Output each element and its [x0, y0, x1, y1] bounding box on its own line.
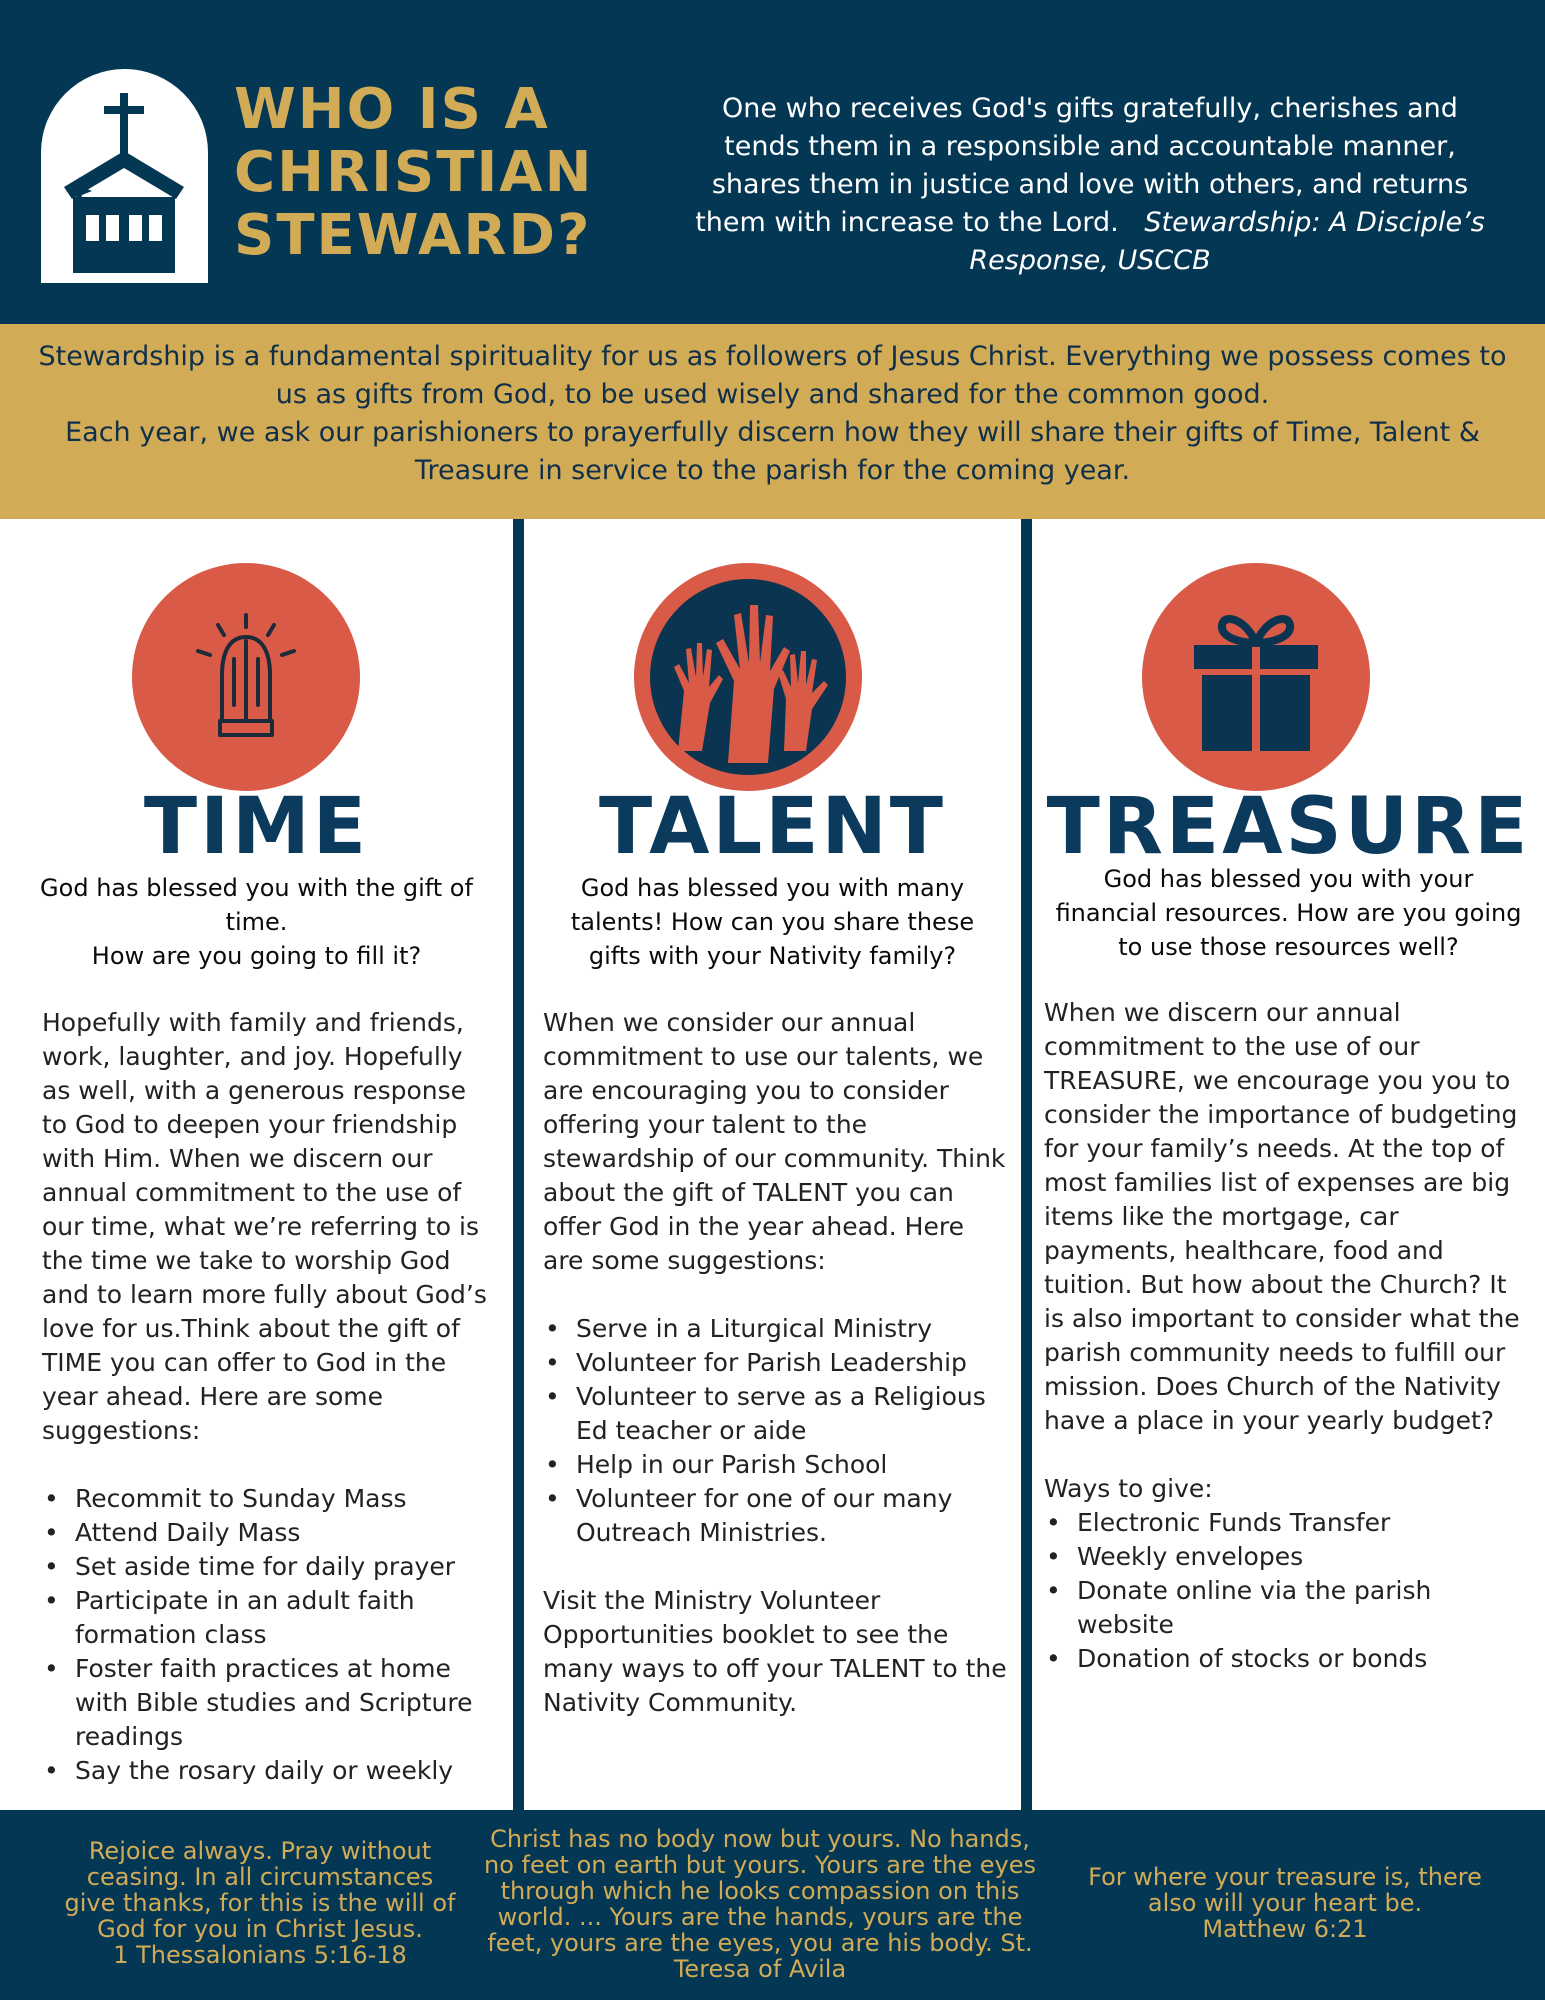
time-body	[42, 1006, 492, 1788]
footer-quote-left	[60, 1838, 460, 1968]
list-item: • Serve in a Liturgical Ministry	[543, 1312, 1008, 1346]
column-divider	[513, 519, 524, 1810]
list-item: • Volunteer to serve as a Religious Ed teacher or aide	[543, 1380, 1008, 1448]
title-line: WHO IS A	[234, 77, 550, 142]
list-item: • Recommit to Sunday Mass	[42, 1482, 492, 1516]
list-item: • Help in our Parish School	[543, 1448, 1008, 1482]
church-with-star-icon	[41, 69, 208, 283]
footer-quotes	[0, 1810, 1545, 2000]
list-item: • Foster faith practices at home with Bible studies and Scripture readings	[42, 1652, 492, 1754]
list-item: • Volunteer for Parish Leadership	[543, 1346, 1008, 1380]
church-logo	[41, 69, 208, 283]
list-item: • Participate in an adult faith formation class	[42, 1584, 492, 1652]
column-divider	[1021, 519, 1032, 1810]
time-column	[0, 519, 513, 1810]
talent-title: TALENT	[599, 782, 946, 872]
list-item: • Attend Daily Mass	[42, 1516, 492, 1550]
talent-body	[543, 1006, 1008, 1720]
stewardship-intro	[0, 324, 1545, 519]
treasure-column	[1032, 519, 1545, 1810]
talent-icon-circle	[634, 563, 862, 791]
list-item: • Electronic Funds Transfer	[1044, 1506, 1526, 1540]
time-intro	[0, 871, 513, 973]
treasure-icon-circle	[1142, 563, 1370, 791]
page-title	[234, 78, 654, 267]
list-item: • Donate online via the parish website	[1044, 1574, 1526, 1642]
talent-suggestions-list	[543, 1312, 1008, 1550]
quote-reference: 1 Thessalonians 5:16-18	[113, 1941, 407, 1969]
treasure-body	[1044, 996, 1526, 1676]
list-item: • Donation of stocks or bonds	[1044, 1642, 1526, 1676]
time-intro-line: God has blessed you with the gift of time.	[40, 874, 473, 936]
quote-text: Christ has no body now but yours. No hands, no feet on earth but yours. Yours are the eyes through which he looks compassion on this world. ... Yours are the hands, yours are the feet, yours are the eyes, you are his body. St. Teresa of Avila	[484, 1825, 1036, 1983]
list-item: • Weekly envelopes	[1044, 1540, 1526, 1574]
time-intro-line: How are you going to fill it?	[91, 942, 422, 970]
quote-text: For where your treasure is, there also will your heart be.	[1088, 1863, 1482, 1917]
treasure-intro: God has blessed you with your financial resources. How are you going to use those resources well?	[1055, 865, 1522, 961]
treasure-title: TREASURE	[1046, 782, 1531, 872]
ways-to-give-list	[1044, 1506, 1526, 1676]
title-line: CHRISTIAN	[234, 140, 594, 205]
list-item: • Say the rosary daily or weekly	[42, 1754, 492, 1788]
steward-definition	[690, 90, 1490, 280]
quote-text: Rejoice always. Pray without ceasing. In all circumstances give thanks, for this is the will of God for you in Christ Jesus.	[64, 1837, 456, 1943]
praying-hands-icon	[132, 563, 360, 791]
time-body-text: Hopefully with family and friends, work, laughter, and joy. Hopefully as well, with a generous response to God to deepen your friendship with Him. When we discern our annual commitment to the use of our time, what we’re referring to is the time we take to worship God and to learn more fully about God’s love for us.Think about the gift of TIME you can offer to God in the year ahead. Here are some suggestions:	[42, 1008, 487, 1445]
time-title: TIME	[143, 782, 370, 872]
list-item: • Volunteer for one of our many Outreach Ministries.	[543, 1482, 1008, 1550]
footer-quote-center	[480, 1826, 1040, 1982]
talent-intro: God has blessed you with many talents! How can you share these gifts with your Nativity family?	[570, 874, 975, 970]
intro-paragraph: Each year, we ask our parishioners to prayerfully discern how they will share their gifts of Time, Talent & Treasure in service to the parish for the coming year.	[65, 417, 1480, 486]
talent-body-text: When we consider our annual commitment to use our talents, we are encouraging you to consider offering your talent to the stewardship of our community. Think about the gift of TALENT you can offer God in the year ahead. Here are some suggestions:	[543, 1008, 1006, 1275]
definition-citation: Stewardship: A Disciple’s Response, USCCB	[969, 207, 1485, 276]
header-banner	[0, 0, 1545, 324]
footer-quote-right	[1065, 1864, 1505, 1942]
time-icon-circle	[132, 563, 360, 791]
talent-closing-text: Visit the Ministry Volunteer Opportunities booklet to see the many ways to off your TALENT to the Nativity Community.	[543, 1586, 1007, 1717]
talent-column	[524, 519, 1021, 1810]
raised-hands-icon	[634, 563, 862, 791]
time-suggestions-list	[42, 1482, 492, 1788]
quote-reference: Matthew 6:21	[1202, 1915, 1368, 1943]
definition-text: One who receives God's gifts gratefully, cherishes and tends them in a responsible and accountable manner, shares them in justice and love with others, and returns them with increase to the Lord.	[695, 93, 1469, 238]
gift-box-icon	[1142, 563, 1370, 791]
title-line: STEWARD?	[234, 203, 592, 268]
ways-to-give-label: Ways to give:	[1044, 1474, 1213, 1503]
treasure-body-text: When we discern our annual commitment to the use of our TREASURE, we encourage you you to consider the importance of budgeting for your family’s needs. At the top of most families list of expenses are big items like the mortgage, car payments, healthcare, food and tuition. But how about the Church? It is also important to consider what the parish community needs to fulfill our mission. Does Church of the Nativity have a place in your yearly budget?	[1044, 998, 1520, 1435]
intro-paragraph: Stewardship is a fundamental spirituality for us as followers of Jesus Christ. Everything we possess comes to us as gifts from God, to be used wisely and shared for the common good.	[38, 341, 1507, 410]
list-item: • Set aside time for daily prayer	[42, 1550, 492, 1584]
